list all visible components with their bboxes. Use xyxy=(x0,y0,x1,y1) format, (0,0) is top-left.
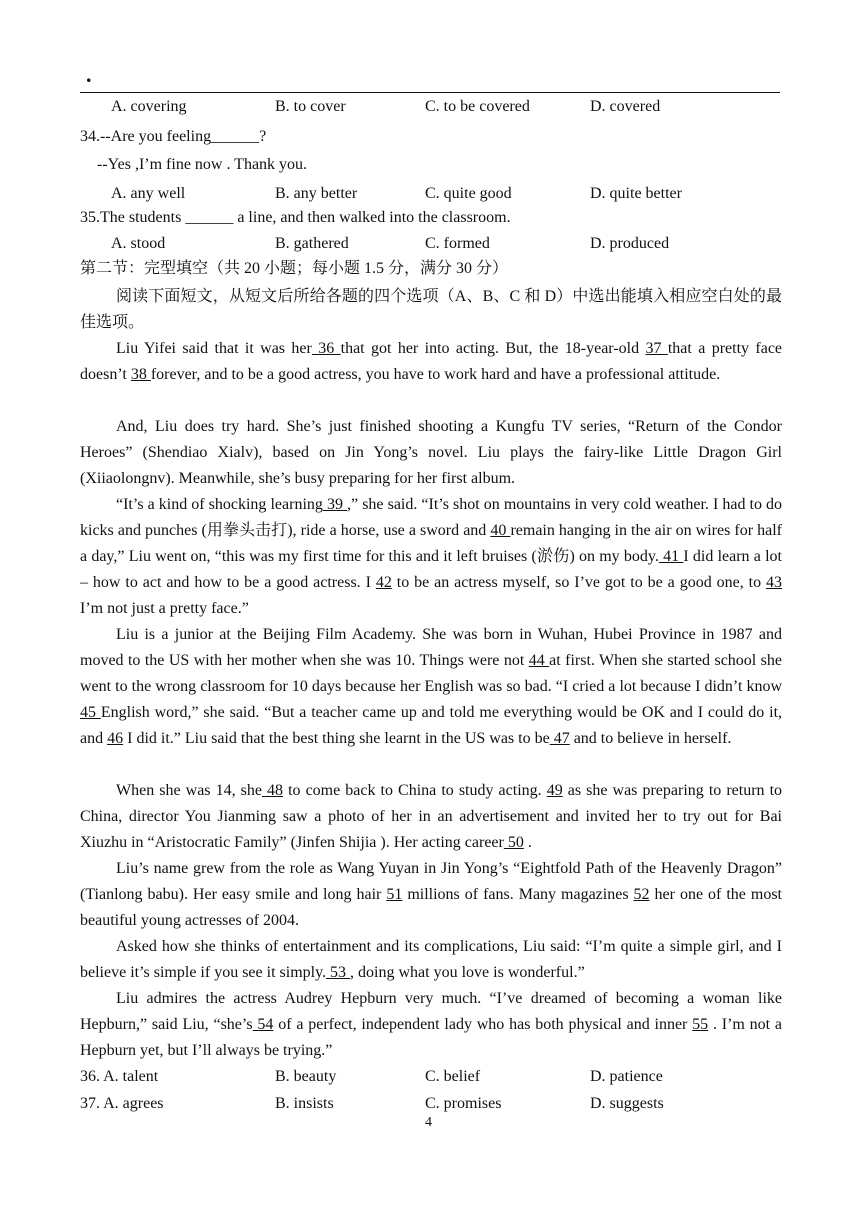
instruction: 阅读下面短文，从短文后所给各题的四个选项（A、B、C 和 D）中选出能填入相应空白处的最佳选项。 xyxy=(80,288,782,331)
option-b: B. insists xyxy=(275,1095,334,1112)
q34-reply: --Yes ,I’m fine now . Thank you. xyxy=(97,156,308,173)
option-b: B. beauty xyxy=(275,1068,337,1085)
passage-paragraph-5: When she was 14, she 48 to come back to China to study acting. 49 as she was preparing to return to China, director You Jianming saw a photo of her in an advertisement and invited her to try out for Bai Xiuzhu in “Aristocratic Family” (Jinfen Shijia ). Her acting career 50 . xyxy=(80,782,783,851)
option-d: D. produced xyxy=(590,235,670,252)
page-number: 4 xyxy=(425,1115,432,1130)
option-b: B. gathered xyxy=(275,235,349,252)
option-c: C. formed xyxy=(425,235,490,252)
option-a: A. covering xyxy=(111,98,187,115)
blank-52: 52 xyxy=(633,886,650,903)
option-d: D. suggests xyxy=(590,1095,664,1112)
blank-41: 41 xyxy=(658,548,684,565)
blank-37: 37 xyxy=(645,340,668,357)
passage-paragraph-3: “It’s a kind of shocking learning 39 ,” she said. “It’s shot on mountains in very cold weather. I had to do kicks and punches (用拳头击打), ride a horse, use a sword and 40 remain hanging in the air on wires for half a day,” Liu went on, “this was my first time for this and it left bruises (淤伤) on my body. 41 I did learn a lot – how to act and how to be a good actress. I 42 to be an actress myself, so I’ve got to be a good one, to 43 I’m not just a pretty face.” xyxy=(80,496,783,617)
q35-stem: 35.The students ______ a line, and then walked into the classroom. xyxy=(80,209,511,226)
blank-48: 48 xyxy=(261,782,284,799)
blank-47: 47 xyxy=(549,730,570,747)
blank-53: 53 xyxy=(326,964,351,981)
passage-paragraph-7: Asked how she thinks of entertainment and its complications, Liu said: “I’m quite a simple girl, and I believe it’s simple if you see it simply. 53 , doing what you love is wonderful.” xyxy=(80,938,782,981)
blank-45: 45 xyxy=(80,704,101,721)
option-c: C. belief xyxy=(425,1068,481,1085)
passage-paragraph-2: And, Liu does try hard. She’s just finished shooting a Kungfu TV series, “Return of the Condor Heroes” (Shendiao Xialv), based on Jin Yong’s novel. Liu plays the fairy-like Little Dragon Girl (Xiiaolongnv). Meanwhile, she’s busy preparing for her first album. xyxy=(80,418,782,487)
section-title: 第二节：完型填空（共 20 小题；每小题 1.5 分，满分 30 分） xyxy=(80,260,509,277)
option-b: B. to cover xyxy=(275,98,346,115)
passage-paragraph-8: Liu admires the actress Audrey Hepburn very much. “I’ve dreamed of becoming a woman like Hepburn,” said Liu, “she’s 54 of a perfect, independent lady who has both physical and inner 55 . I’m not a Hepburn yet, but I’ll always be trying.” xyxy=(80,990,783,1059)
option-a: 37. A. agrees xyxy=(80,1095,164,1112)
option-d: D. quite better xyxy=(590,185,682,202)
blank-50: 50 xyxy=(503,834,524,851)
passage-paragraph-6: Liu’s name grew from the role as Wang Yuyan in Jin Yong’s “Eightfold Path of the Heavenly Dragon” (Tianlong babu). Her easy smile and long hair 51 millions of fans. Many magazines 52 her one of the most beautiful young actresses of 2004. xyxy=(80,860,782,929)
option-d: D. covered xyxy=(590,98,661,115)
blank-38: 38 xyxy=(130,366,151,383)
header-rule xyxy=(80,92,780,93)
option-b: B. any better xyxy=(275,185,358,202)
blank-46: 46 xyxy=(107,730,124,747)
blank-40: 40 xyxy=(490,522,511,539)
blank-43: 43 xyxy=(766,574,783,591)
option-a: A. any well xyxy=(111,185,186,202)
option-a: A. stood xyxy=(111,235,166,252)
passage-paragraph-1: Liu Yifei said that it was her 36 that got her into acting. But, the 18-year-old 37 that a pretty face doesn’t 38 forever, and to be a good actress, you have to work hard and have a professional attitude. xyxy=(80,340,783,383)
blank-44: 44 xyxy=(528,652,550,669)
option-a: 36. A. talent xyxy=(80,1068,159,1085)
option-d: D. patience xyxy=(590,1068,663,1085)
option-c: C. to be covered xyxy=(425,98,530,115)
blank-39: 39 xyxy=(322,496,348,513)
passage-paragraph-4: Liu is a junior at the Beijing Film Academy. She was born in Wuhan, Hubei Province in 1987 and moved to the US with her mother when she was 10. Things were not 44 at first. When she started school she went to the wrong classroom for 10 days because her English was so bad. “I cried a lot because I didn’t know 45 English word,” she said. “But a teacher came up and told me everything would be OK and I could do it, and 46 I did it.” Liu said that the best thing she learnt in the US was to be 47 and to believe in herself. xyxy=(80,626,783,747)
option-c: C. promises xyxy=(425,1095,502,1112)
bullet-dot: . xyxy=(86,62,92,87)
blank-36: 36 xyxy=(311,340,341,357)
blank-42: 42 xyxy=(375,574,392,591)
blank-55: 55 xyxy=(692,1016,709,1033)
q34-stem: 34.--Are you feeling______? xyxy=(80,128,267,145)
blank-54: 54 xyxy=(252,1016,274,1033)
blank-51: 51 xyxy=(386,886,403,903)
blank-49: 49 xyxy=(546,782,563,799)
option-c: C. quite good xyxy=(425,185,512,202)
